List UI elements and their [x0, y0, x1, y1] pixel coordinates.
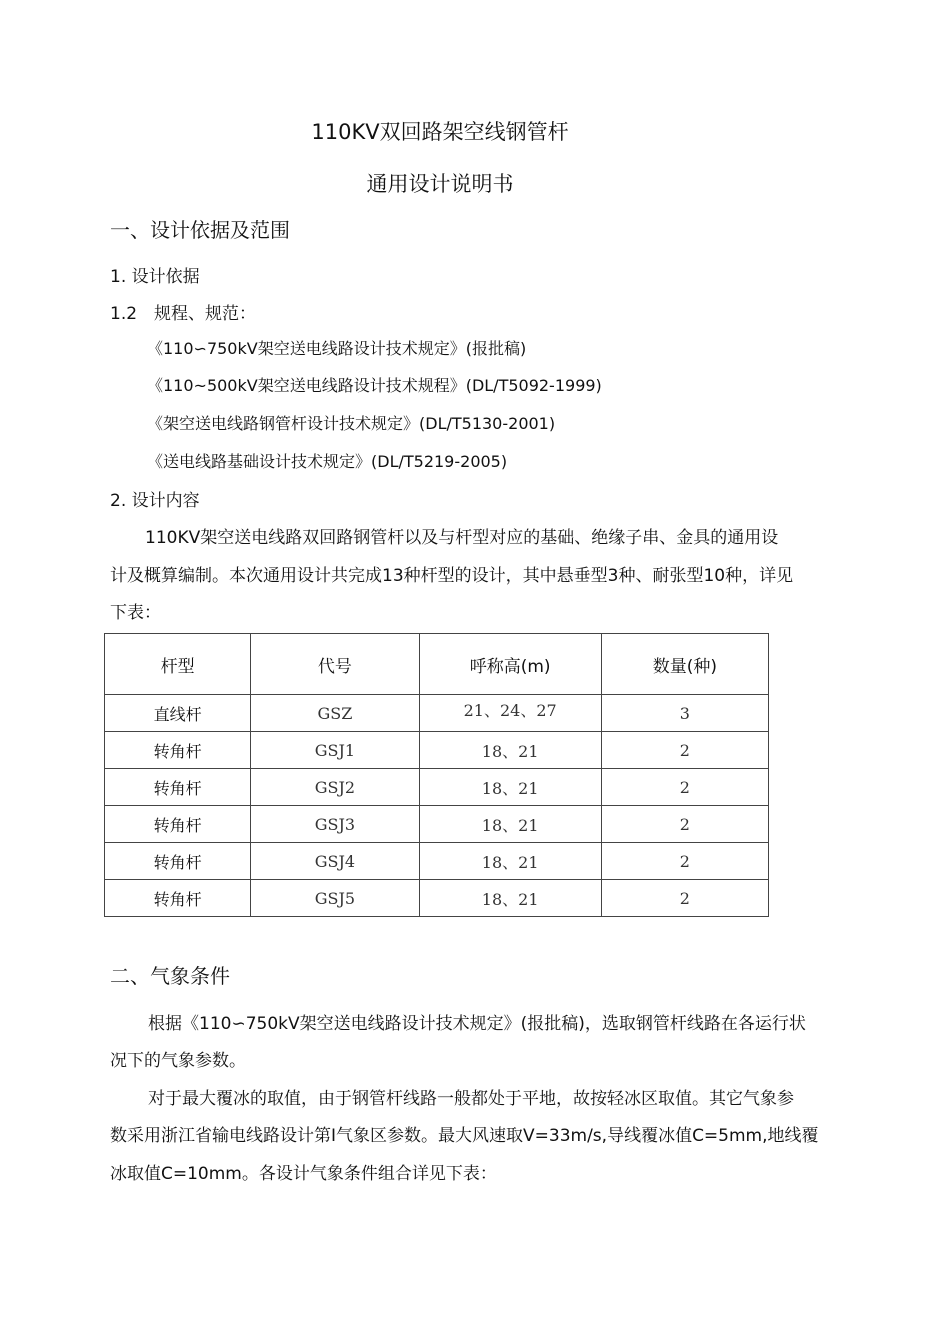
- table-cell: 18、21: [419, 806, 601, 843]
- table-cell: GSJ1: [251, 732, 419, 769]
- column-header: 代号: [251, 634, 419, 695]
- weather-paragraph-line: 对于最大覆冰的取值，由于钢管杆线路一般都处于平地，故按轻冰区取值。其它气象参: [148, 1089, 794, 1109]
- table-cell: 18、21: [419, 880, 601, 917]
- doc-title-line1: 110KV双回路架空线钢管杆: [311, 120, 569, 144]
- reference-item: 《110∽750kV架空送电线路设计技术规定》(报批稿): [147, 339, 527, 358]
- table-row: [105, 843, 769, 880]
- table-row: [105, 732, 769, 769]
- table-cell: [419, 695, 601, 732]
- table-row: [105, 806, 769, 843]
- table-cell: 2: [601, 732, 768, 769]
- table-cell: 转角杆: [105, 843, 251, 880]
- table-cell: 18、21: [419, 732, 601, 769]
- section1-heading: 一、设计依据及范围: [110, 218, 290, 242]
- table-cell: 18、21: [419, 769, 601, 806]
- section2-heading: 二、气象条件: [110, 964, 230, 988]
- section1-item2: 2. 设计内容: [110, 491, 200, 511]
- design-content-line: 110KV架空送电线路双回路钢管杆以及与杆型对应的基础、绝缘子串、金具的通用设: [145, 528, 779, 548]
- table-row: [105, 880, 769, 917]
- reference-item: 《110~500kV架空送电线路设计技术规程》(DL/T5092-1999): [147, 376, 602, 395]
- column-header: 杆型: [105, 634, 251, 695]
- reference-item: 《送电线路基础设计技术规定》(DL/T5219-2005): [147, 452, 508, 471]
- table-cell: 转角杆: [105, 880, 251, 917]
- table-cell: 3: [601, 695, 768, 732]
- table-cell: 直线杆: [105, 695, 251, 732]
- table-row: [105, 695, 769, 732]
- table-cell: GSJ2: [251, 769, 419, 806]
- table-row: [105, 769, 769, 806]
- table-cell: 转角杆: [105, 806, 251, 843]
- table-cell: GSZ: [251, 695, 419, 732]
- table-cell: GSJ3: [251, 806, 419, 843]
- table-cell: 2: [601, 769, 768, 806]
- table-cell: 2: [601, 843, 768, 880]
- column-header: 数量(种): [601, 634, 768, 695]
- weather-paragraph-line: 冰取值C=10mm。各设计气象条件组合详见下表：: [110, 1164, 497, 1184]
- weather-paragraph-line: 根据《110∽750kV架空送电线路设计技术规定》(报批稿)，选取钢管杆线路在各运行状: [148, 1014, 806, 1034]
- table-cell-text: 21、24、27: [463, 700, 557, 720]
- design-content-line: 下表：: [110, 603, 161, 623]
- weather-paragraph-line: 数采用浙江省输电线路设计第Ⅰ气象区参数。最大风速取V=33m/s,导线覆冰值C=5mm,地线覆: [110, 1126, 819, 1146]
- table-header-row: [105, 634, 769, 695]
- table-cell: GSJ4: [251, 843, 419, 880]
- section1-item12: 1.2 规程、规范：: [110, 304, 257, 324]
- weather-paragraph-line: 况下的气象参数。: [110, 1051, 246, 1071]
- table-cell: 2: [601, 806, 768, 843]
- table-cell: GSJ5: [251, 880, 419, 917]
- pole-type-table: [104, 633, 769, 917]
- section1-item1: 1. 设计依据: [110, 267, 200, 287]
- column-header: 呼称高(m): [419, 634, 601, 695]
- doc-title-line2: 通用设计说明书: [366, 172, 514, 196]
- table-cell: 18、21: [419, 843, 601, 880]
- table-cell: 转角杆: [105, 732, 251, 769]
- design-content-line: 计及概算编制。本次通用设计共完成13种杆型的设计，其中悬垂型3种、耐张型10种，详见: [110, 566, 794, 586]
- table-cell: 2: [601, 880, 768, 917]
- table-cell: 转角杆: [105, 769, 251, 806]
- reference-item: 《架空送电线路钢管杆设计技术规定》(DL/T5130-2001): [147, 414, 556, 433]
